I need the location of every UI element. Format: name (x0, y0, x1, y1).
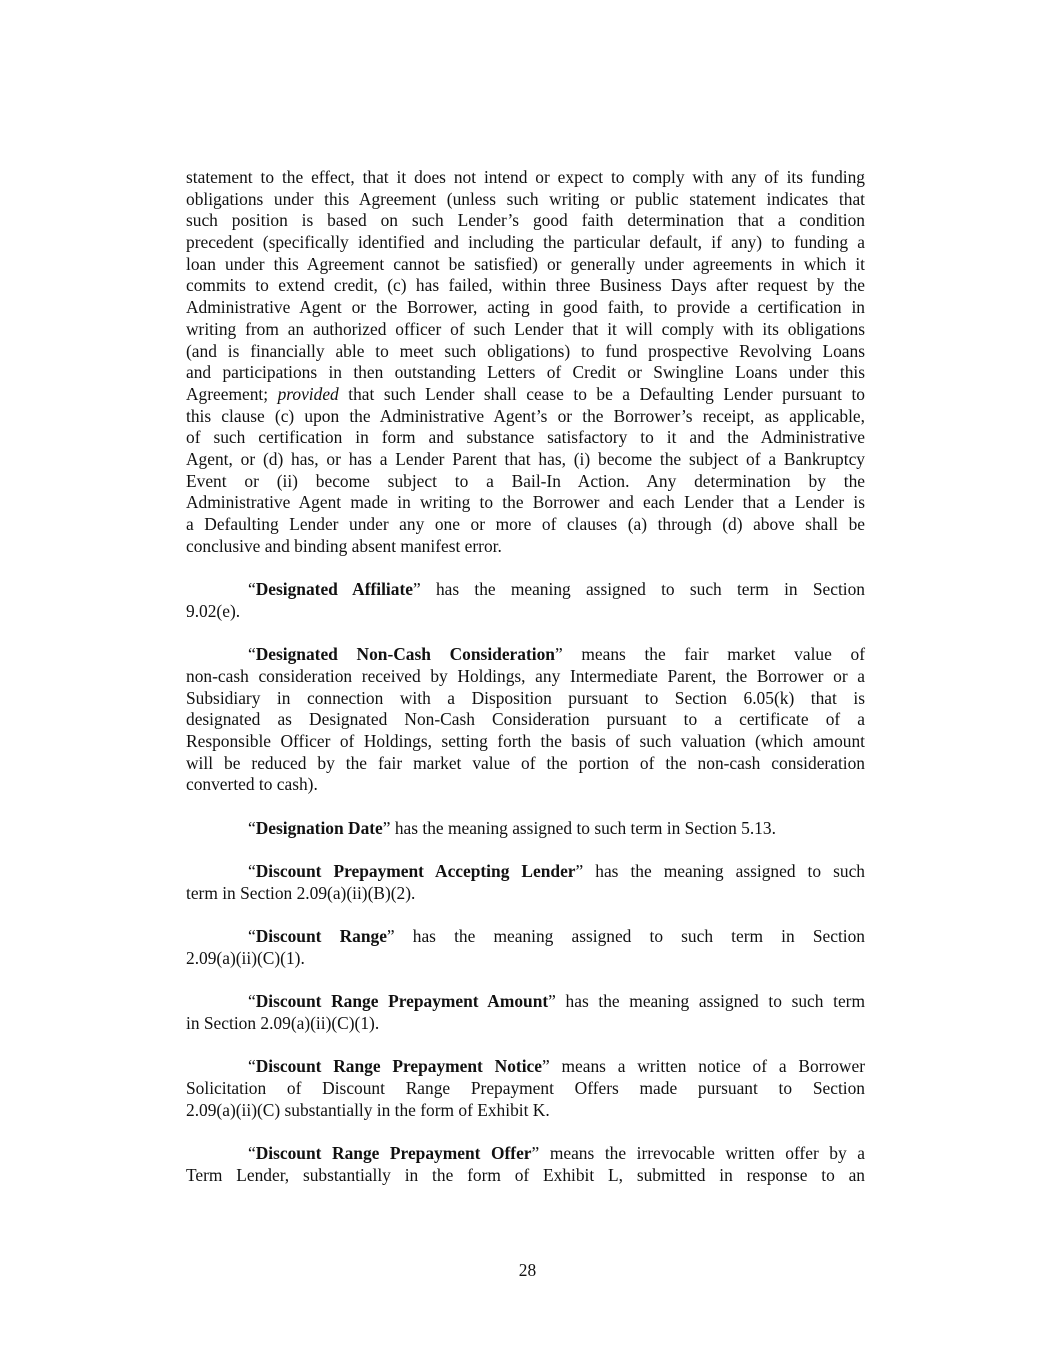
text-segment: loan under this Agreement cannot be satisfied) or generally under agreements in which it (186, 253, 865, 274)
text-segment: 2.09(a)(ii)(C) substantially in the form of Exhibit K. (186, 1099, 550, 1120)
text-segment: writing from an authorized officer of such Lender that it will comply with its obligations (186, 318, 865, 339)
text-line (186, 362, 865, 384)
text-segment: “ (248, 817, 256, 838)
text-segment: “ (248, 579, 256, 600)
text-segment: Event or (ii) become subject to a Bail-In Action. Any determination by the (186, 470, 865, 491)
text-segment: ” means a written notice of a Borrower (541, 1056, 865, 1077)
text-segment: “ (248, 861, 256, 881)
text-line (186, 861, 865, 883)
text-segment: that such Lender shall cease to be a Defaulting Lender pursuant to (338, 383, 865, 404)
text-line (186, 731, 865, 753)
text-segment: in Section 2.09(a)(ii)(C)(1). (186, 1012, 380, 1033)
text-segment: “ (248, 1056, 256, 1077)
text-line (186, 536, 865, 558)
definition-paragraph (186, 1143, 865, 1186)
defined-term: Discount Range Prepayment Notice (255, 1056, 542, 1077)
defined-term: Discount Range Prepayment Amount (255, 991, 549, 1012)
paragraph-continued (186, 167, 865, 557)
text-line (186, 232, 865, 254)
text-segment: will be reduced by the fair market value of the portion of the non-cash consideration (186, 752, 865, 773)
text-segment: converted to cash). (186, 774, 318, 795)
text-segment: Administrative Agent made in writing to the Borrower and each Lender that a Lender is (186, 492, 865, 513)
document-page (186, 167, 865, 1208)
text-segment: non-cash consideration received by Holdings, any Intermediate Parent, the Borrower or a (186, 665, 865, 686)
text-segment: ” has the meaning assigned to such term (548, 991, 865, 1012)
text-segment: Solicitation of Discount Range Prepayment Offers made pursuant to Section (186, 1077, 865, 1098)
text-segment: such position is based on such Lender’s good faith determination that a condition (186, 210, 865, 231)
defined-term: Designation Date (255, 817, 383, 838)
text-segment: 9.02(e). (186, 600, 241, 621)
text-line (186, 883, 865, 905)
defined-term: Designated Non-Cash Consideration (255, 644, 555, 665)
text-segment: ” has the meaning assigned to such (575, 861, 865, 881)
text-line (186, 601, 865, 623)
text-segment: ” means the irrevocable written offer by a (531, 1142, 865, 1163)
defined-term: Discount Range Prepayment Offer (255, 1142, 532, 1163)
text-line (186, 753, 865, 775)
text-segment: “ (248, 1142, 256, 1163)
text-line (186, 1013, 865, 1035)
page-number: 28 (518, 1260, 537, 1280)
text-line (186, 492, 865, 514)
text-line (186, 666, 865, 688)
defined-term: Designated Affiliate (255, 579, 413, 600)
text-line (186, 167, 865, 189)
definition-paragraph (186, 644, 865, 796)
text-segment: Responsible Officer of Holdings, setting forth the basis of such valuation (which amount (186, 730, 865, 751)
text-segment: “ (248, 991, 256, 1012)
text-segment: obligations under this Agreement (unless such writing or public statement indicates that (186, 188, 865, 209)
definition-paragraph (186, 861, 865, 904)
text-line (186, 406, 865, 428)
text-line (186, 1100, 865, 1122)
text-line (186, 210, 865, 232)
definition-paragraph (186, 818, 865, 840)
text-line (186, 774, 865, 796)
text-segment: Agreement; (186, 383, 278, 404)
text-segment: a Defaulting Lender under any one or more of clauses (a) through (d) above shall be (186, 514, 865, 534)
text-segment: Administrative Agent or the Borrower, acting in good faith, to provide a certification in (186, 297, 865, 318)
text-segment: Agent, or (d) has, or has a Lender Parent that has, (i) become the subject of a Bankruptcy (186, 448, 865, 469)
text-line (186, 818, 865, 840)
text-segment: “ (248, 926, 256, 947)
definition-paragraph (186, 926, 865, 969)
text-segment: ” has the meaning assigned to such term in Section (412, 579, 865, 600)
text-line (186, 644, 865, 666)
defined-term: Discount Range (255, 926, 387, 947)
text-segment: commits to extend credit, (c) has failed, within three Business Days after request by the (186, 275, 865, 296)
text-segment: designated as Designated Non-Cash Consideration pursuant to a certificate of a (186, 709, 865, 730)
text-segment: term in Section 2.09(a)(ii)(B)(2). (186, 882, 416, 903)
text-line (186, 514, 865, 536)
text-line (186, 471, 865, 493)
text-segment: Term Lender, substantially in the form of Exhibit L, submitted in response to an (186, 1164, 865, 1185)
text-line (186, 297, 865, 319)
text-line (186, 275, 865, 297)
text-line (186, 449, 865, 471)
text-segment: precedent (specifically identified and including the particular default, if any) to funding a (186, 232, 865, 253)
text-line (186, 254, 865, 276)
text-line (186, 579, 865, 601)
text-line (186, 1078, 865, 1100)
text-line (186, 948, 865, 970)
text-line (186, 189, 865, 211)
text-line (186, 384, 865, 406)
text-segment: Subsidiary in connection with a Disposition pursuant to Section 6.05(k) that is (186, 687, 865, 708)
defined-term: Discount Prepayment Accepting Lender (255, 861, 576, 881)
text-segment: statement to the effect, that it does not intend or expect to comply with any of its funding (186, 167, 865, 187)
italic-text: provided (277, 383, 339, 404)
text-line (186, 319, 865, 341)
text-line (186, 991, 865, 1013)
text-line (186, 1056, 865, 1078)
text-segment: “ (248, 644, 256, 665)
text-segment: and participations in then outstanding Letters of Credit or Swingline Loans under this (186, 362, 865, 383)
text-line (186, 688, 865, 710)
text-segment: ” has the meaning assigned to such term in Section 5.13. (382, 817, 776, 838)
text-line (186, 341, 865, 363)
text-segment: this clause (c) upon the Administrative Agent’s or the Borrower’s receipt, as applicable, (186, 405, 865, 426)
text-line (186, 1165, 865, 1187)
definition-paragraph (186, 1056, 865, 1121)
text-segment: (and is financially able to meet such obligations) to fund prospective Revolving Loans (186, 340, 865, 361)
text-segment: 2.09(a)(ii)(C)(1). (186, 947, 305, 968)
text-segment: of such certification in form and substance satisfactory to it and the Administrative (186, 427, 865, 448)
text-line (186, 709, 865, 731)
text-segment: ” means the fair market value of (554, 644, 865, 665)
text-line (186, 427, 865, 449)
text-line (186, 1143, 865, 1165)
definition-paragraph (186, 991, 865, 1034)
text-line (186, 926, 865, 948)
definition-paragraph (186, 579, 865, 622)
text-segment: ” has the meaning assigned to such term in Section (386, 926, 865, 947)
text-segment: conclusive and binding absent manifest error. (186, 535, 502, 556)
